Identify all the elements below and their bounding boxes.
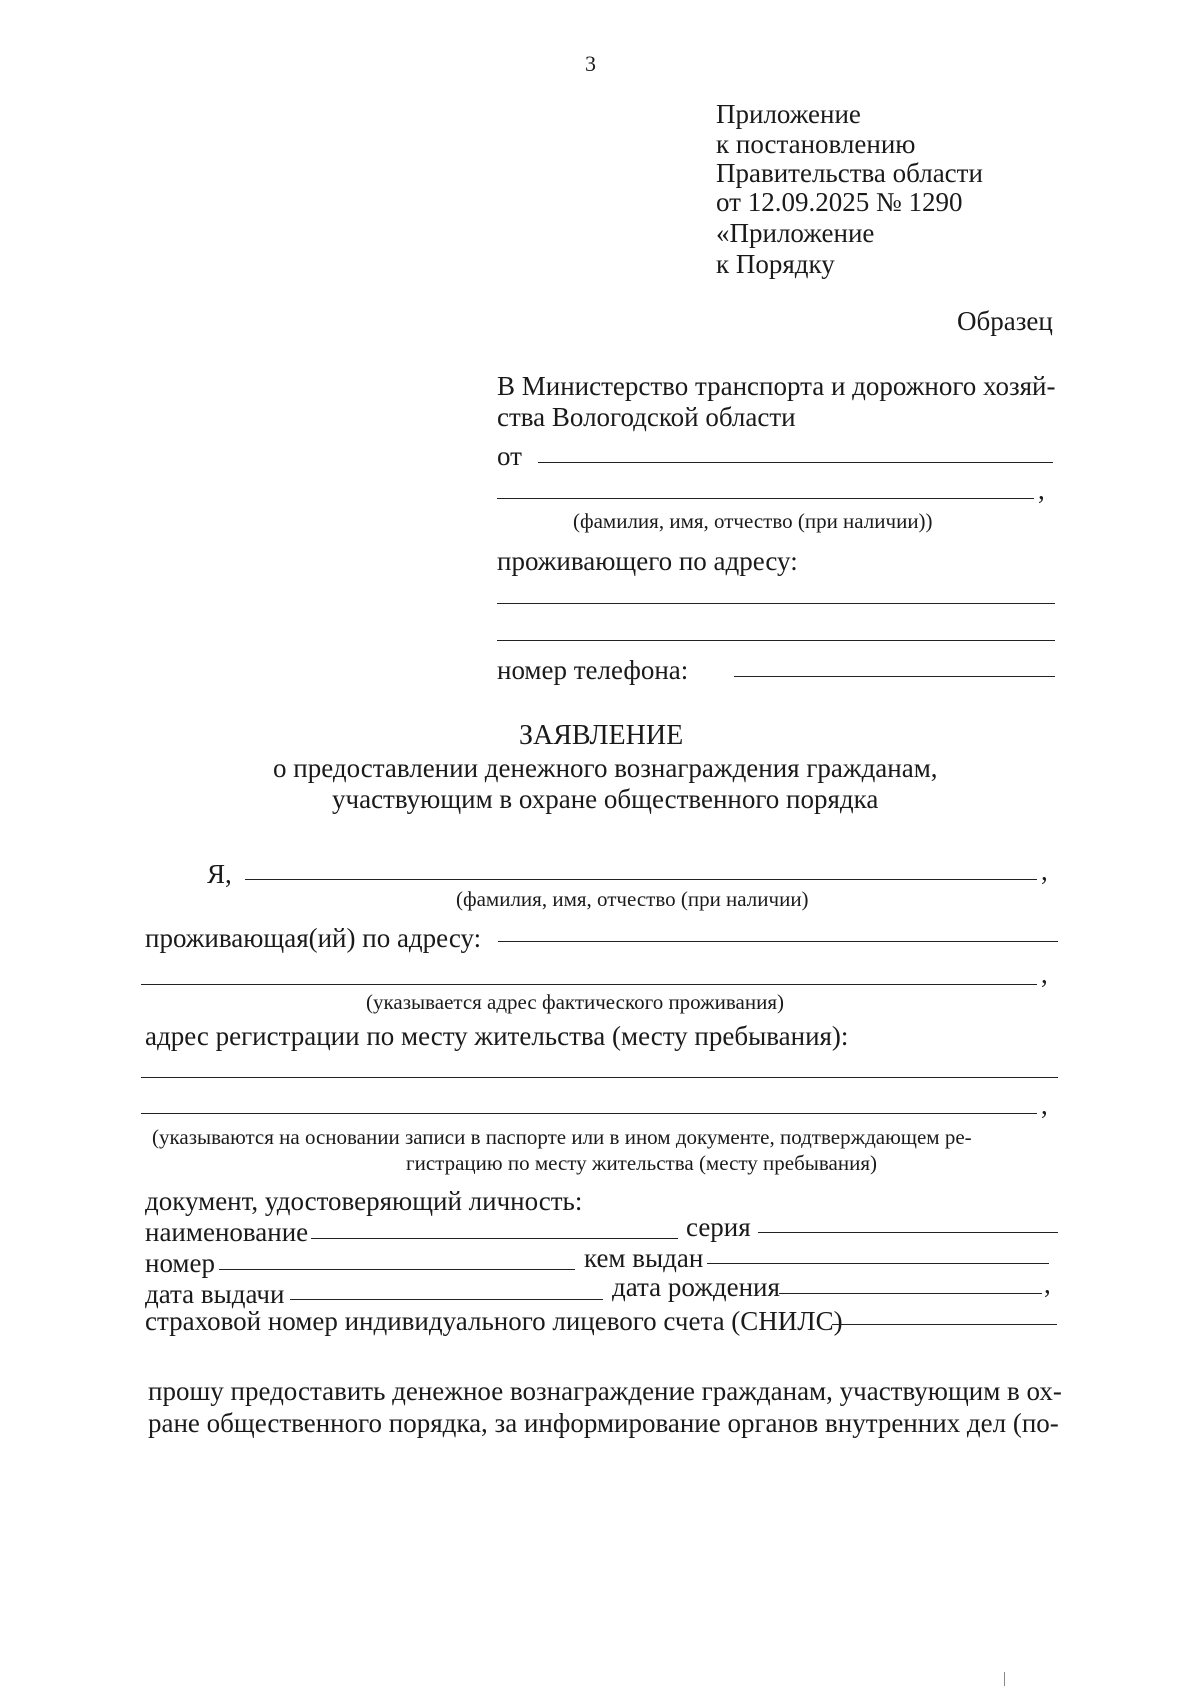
comma: , [1044,1269,1051,1299]
issued-by-label: кем выдан [584,1243,704,1273]
snils-label: страховой номер индивидуального лицевого счета (СНИЛС) [145,1306,843,1336]
request-line-1: прошу предоставить денежное вознаграждение гражданам, участвующим в ох- [148,1376,1062,1406]
address-fill-line-2[interactable] [497,640,1055,641]
series-fill-line[interactable] [758,1232,1058,1233]
addressee-line-2: ства Вологодской области [497,402,796,432]
document-title: ЗАЯВЛЕНИЕ [519,720,684,751]
actual-address-hint: (указывается адрес фактического проживания) [366,990,784,1014]
ya-label: Я, [207,859,232,889]
number-fill-line[interactable] [219,1269,575,1270]
sample-label: Образец [957,306,1053,336]
birth-date-fill-line[interactable] [779,1293,1042,1294]
page-number: 3 [585,51,596,76]
birth-date-label: дата рождения [612,1272,780,1302]
appendix-line: Правительства области [716,158,983,188]
phone-fill-line[interactable] [734,676,1055,677]
scan-mark [1004,1672,1005,1686]
registration-fill-line-2[interactable] [141,1113,1037,1114]
series-label: серия [686,1212,751,1242]
comma: , [1041,959,1048,989]
phone-label: номер телефона: [497,655,689,685]
from-label: от [497,441,522,471]
doc-name-fill-line[interactable] [311,1238,678,1239]
comma: , [1041,856,1048,886]
appendix-line: от 12.09.2025 № 1290 [716,187,963,217]
document-subtitle-1: о предоставлении денежного вознаграждения гражданам, [273,753,938,783]
registration-hint-2: гистрацию по месту жительства (месту пребывания) [406,1151,877,1175]
comma: , [1041,1090,1048,1120]
from-fill-line[interactable] [538,462,1053,463]
fio-hint: (фамилия, имя, отчество (при наличии)) [573,509,933,533]
address-label: проживающего по адресу: [497,546,798,576]
issue-date-label: дата выдачи [145,1279,285,1309]
appendix-line: «Приложение [716,218,875,248]
residing-fill-line-2[interactable] [141,984,1037,985]
issued-by-fill-line[interactable] [707,1263,1049,1264]
residing-fill-line-1[interactable] [498,941,1058,942]
addressee-line-1: В Министерство транспорта и дорожного хозяй- [497,371,1056,401]
appendix-line: Приложение [716,99,861,129]
registration-fill-line-1[interactable] [141,1077,1058,1078]
address-fill-line-1[interactable] [497,603,1055,604]
doc-name-label: наименование [145,1217,309,1247]
request-line-2: ране общественного порядка, за информирование органов внутренних дел (по- [148,1408,1059,1438]
registration-label: адрес регистрации по месту жительства (месту пребывания): [145,1021,849,1051]
identity-heading: документ, удостоверяющий личность: [145,1186,583,1216]
number-label: номер [145,1248,216,1278]
document-subtitle-2: участвующим в охране общественного порядка [332,784,879,814]
issue-date-fill-line[interactable] [290,1299,603,1300]
residing-label: проживающая(ий) по адресу: [145,923,482,953]
snils-fill-line[interactable] [832,1324,1057,1325]
registration-hint-1: (указываются на основании записи в паспорте или в ином документе, подтверждающем ре- [152,1125,972,1149]
appendix-line: к Порядку [716,249,835,279]
applicant-fio-fill-line[interactable] [245,879,1037,880]
comma: , [1038,475,1045,505]
appendix-line: к постановлению [716,129,916,159]
applicant-fio-hint: (фамилия, имя, отчество (при наличии) [456,887,809,911]
from-fill-line-2[interactable] [497,498,1034,499]
